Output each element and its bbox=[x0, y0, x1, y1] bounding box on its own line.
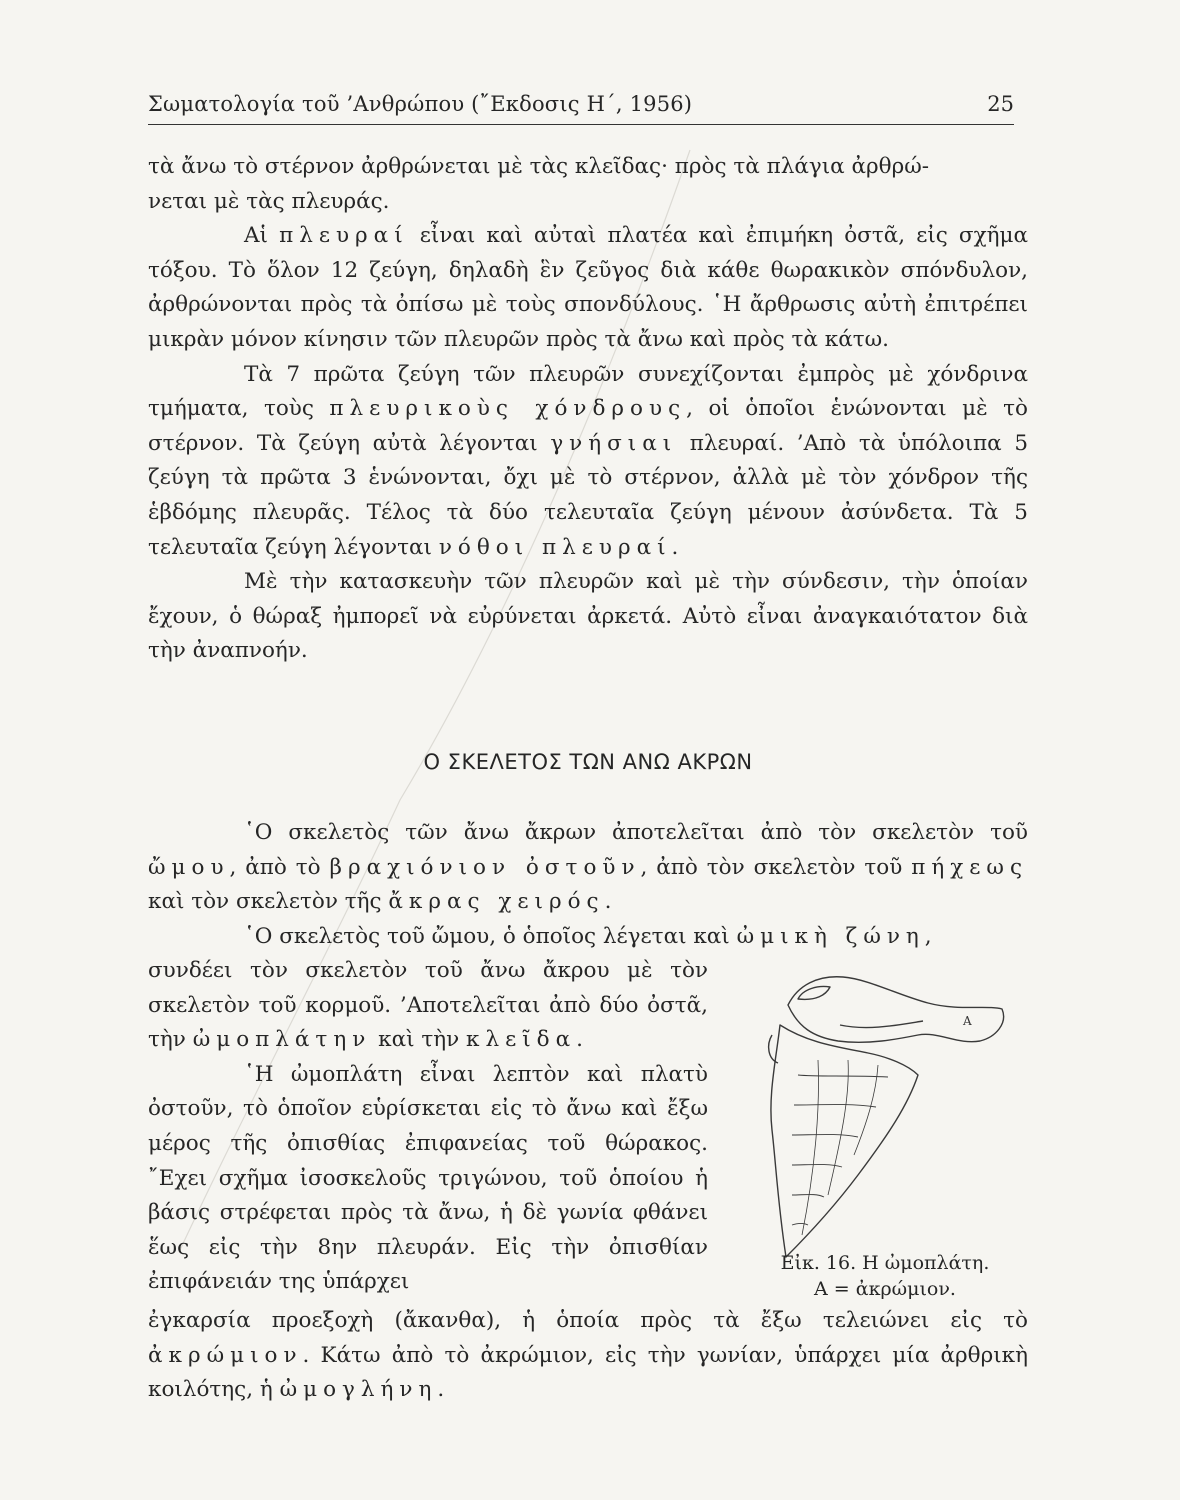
figure-caption bbox=[750, 1250, 1020, 1302]
cartilage-text-2: , οἱ ὁποῖοι ἑνώνονται μὲ τὸ στέρνον. Τὰ ζεύγη αὐτὰ λέγονται bbox=[148, 396, 1028, 456]
thorax-text: Μὲ τὴν κατασκευὴν τῶν πλευρῶν καὶ μὲ τὴν σύνδεσιν, τὴν ὁποίαν ἔχουν, ὁ θώραξ ἠμπορεῖ νὰ εὐρύνεται ἀρκετά. Αὐτὸ εἶναι ἀναγκαιότατον διὰ τὴν ἀναπνοήν. bbox=[148, 569, 1028, 664]
line-sternum-1: τὰ ἄνω τὸ στέρνον ἀρθρώνεται μὲ τὰς κλεῖδας· πρὸς τὰ πλάγια ἀρθρώ- bbox=[148, 154, 930, 179]
term-clavicle: κλεῖδα. bbox=[466, 1027, 589, 1053]
paragraph-scapula bbox=[148, 1058, 708, 1300]
scapula-body bbox=[771, 1025, 918, 1257]
paragraph-shoulder-girdle bbox=[148, 920, 1028, 955]
cartilage-text-3: πλευραί. ’Απὸ τὰ ὑπόλοιπα 5 ζεύγη τὰ πρῶτα 3 ἑνώνονται, ὄχι μὲ τὸ στέρνον, ἀλλὰ μὲ τὸν χόνδρον τῆς ἑβδόμης πλευρᾶς. Τέλος τὰ δύο τελευταῖα ζεύγη μένουν ἀσύνδετα. Τὰ 5 τελευταῖα ζεύγη λέγονται bbox=[148, 430, 1028, 560]
term-hand: ἄκρας χειρός bbox=[388, 889, 605, 915]
paragraph-rib-cartilages bbox=[148, 358, 1028, 566]
scapula-text: ῾Η ὠμοπλάτη εἶναι λεπτὸν καὶ πλατὺ ὀστοῦν, τὸ ὁποῖον εὑρίσκεται εἰς τὸ ἄνω καὶ ἔξω μέρος τῆς ὀπισθίας ἐπιφανείας τοῦ θώρακος. ῎Εχει σχῆμα ἰσοσκελοῦς τριγώνου, τοῦ ὁποίου ἡ βάσις στρέφεται πρὸς τὰ ἄνω, ἡ δὲ γωνία φθάνει ἕως εἰς τὴν 8ην πλευράν. bbox=[148, 1061, 708, 1260]
limb-text-4: καὶ τὸν σκελετὸν τῆς bbox=[148, 889, 382, 915]
caption-legend: A = ἀκρώμιον. bbox=[814, 1278, 956, 1300]
term-shoulder-girdle: ὠμικὴ ζώνη, bbox=[736, 923, 938, 949]
limb-text-2: , ἀπὸ τὸ bbox=[229, 854, 321, 880]
acromion-label: A bbox=[963, 1014, 972, 1028]
cartilage-text-1: Τὰ 7 πρῶτα ζεύγη τῶν πλευρῶν συνεχίζονται ἐμπρὸς μὲ χόνδρινα τμήματα, τοὺς bbox=[148, 361, 1028, 422]
term-scapula: ὠμοπλάτην bbox=[192, 1027, 372, 1053]
term-glenoid: ὠμογλήνη bbox=[279, 1377, 438, 1403]
acromion-text-1: ἐγκαρσία προεξοχὴ (ἄκανθα), ἡ ὁποία πρὸς τὰ ἔξω τελειώνει εἰς τὸ bbox=[148, 1308, 1028, 1333]
paragraph-upper-limb bbox=[148, 816, 1028, 920]
ribs-lead: Αἱ bbox=[244, 223, 268, 249]
term-costal-cartilages: πλευρικοὺς χόνδρους bbox=[329, 396, 687, 422]
term-false-ribs: νόθοι πλευραί. bbox=[438, 534, 685, 560]
limb-text-3: , ἀπὸ τὸν σκελετὸν τοῦ bbox=[640, 854, 903, 880]
paragraph-girdle-bones bbox=[148, 954, 708, 1058]
term-acromion: ἀκρώμιον bbox=[148, 1342, 303, 1368]
paragraph-ribs bbox=[148, 219, 1028, 357]
scapula-text-last: Εἰς τὴν ὀπισθίαν ἐπιφάνειάν της ὑπάρχει bbox=[148, 1234, 709, 1295]
term-true-ribs: γνήσιαι bbox=[550, 430, 678, 456]
section-heading: Ο ΣΚΕΛΕΤΟΣ ΤΩΝ ΑΝΩ ΑΚΡΩΝ bbox=[423, 750, 753, 774]
scapula-illustration bbox=[758, 965, 1018, 1265]
term-forearm: πήχεως bbox=[911, 854, 1028, 880]
acromion-text-3: . bbox=[437, 1377, 445, 1403]
running-title: Σωματολογία τοῦ ’Ανθρώπου (῎Εκδοσις Η΄, 1956) bbox=[148, 92, 693, 116]
paragraph-thorax-expansion bbox=[148, 565, 1028, 669]
girdle-text-1: ῾Ο σκελετὸς τοῦ ὤμου, ὁ ὁποῖος λέγεται καὶ bbox=[244, 923, 730, 949]
caption-title: Εἰκ. 16. Η ὠμοπλάτη. bbox=[780, 1252, 990, 1274]
text-block-acromion bbox=[148, 1304, 1028, 1408]
text-block-ribs bbox=[148, 150, 1028, 669]
acromion-text-2: . Κάτω ἀπὸ τὸ ἀκρώμιον, εἰς τὴν γωνίαν, ὑπάρχει μία ἀρθρικὴ κοιλότης, ἡ bbox=[148, 1342, 1028, 1403]
text-block-upper-limb bbox=[148, 816, 1028, 954]
girdle-bones-text-1: συνδέει τὸν σκελετὸν τοῦ ἄνω ἄκρου μὲ τὸν σκελετὸν τοῦ κορμοῦ. ’Αποτελεῖται ἀπὸ δύο ὀστᾶ, τὴν bbox=[148, 958, 708, 1053]
text-block-scapula bbox=[148, 954, 708, 1300]
term-humerus: βραχιόνιον ὀστοῦν bbox=[329, 854, 641, 880]
line-sternum-2: νεται μὲ τὰς πλευράς. bbox=[148, 188, 390, 214]
page-number: 25 bbox=[987, 92, 1014, 116]
running-head bbox=[148, 88, 1014, 125]
term-shoulder: ὤμου bbox=[148, 854, 230, 880]
ribs-text: εἶναι καὶ αὐταὶ πλατέα καὶ ἐπιμήκη ὀστᾶ, εἰς σχῆμα τόξου. Τὸ ὅλον 12 ζεύγη, δηλαδὴ ἓν ζεῦγος διὰ κάθε θωρακικὸν σπόνδυλον, ἀρθρώνονται πρὸς τὰ ὀπίσω μὲ τοὺς σπονδύλους. ῾Η ἄρθρωσις αὐτὴ ἐπιτρέπει μικρὰν μόνον κίνησιν τῶν πλευρῶν πρὸς τὰ ἄνω καὶ πρὸς τὰ κάτω. bbox=[148, 223, 1028, 352]
limb-text-1: ῾Ο σκελετὸς τῶν ἄνω ἄκρων ἀποτελεῖται ἀπὸ τὸν σκελετὸν τοῦ bbox=[244, 820, 1028, 845]
girdle-bones-text-2: καὶ τὴν bbox=[378, 1027, 460, 1053]
paragraph-sternum-end bbox=[148, 150, 1028, 219]
limb-text-5: . bbox=[604, 889, 612, 915]
term-ribs: πλευραί bbox=[279, 223, 409, 249]
paragraph-acromion bbox=[148, 1304, 1028, 1408]
